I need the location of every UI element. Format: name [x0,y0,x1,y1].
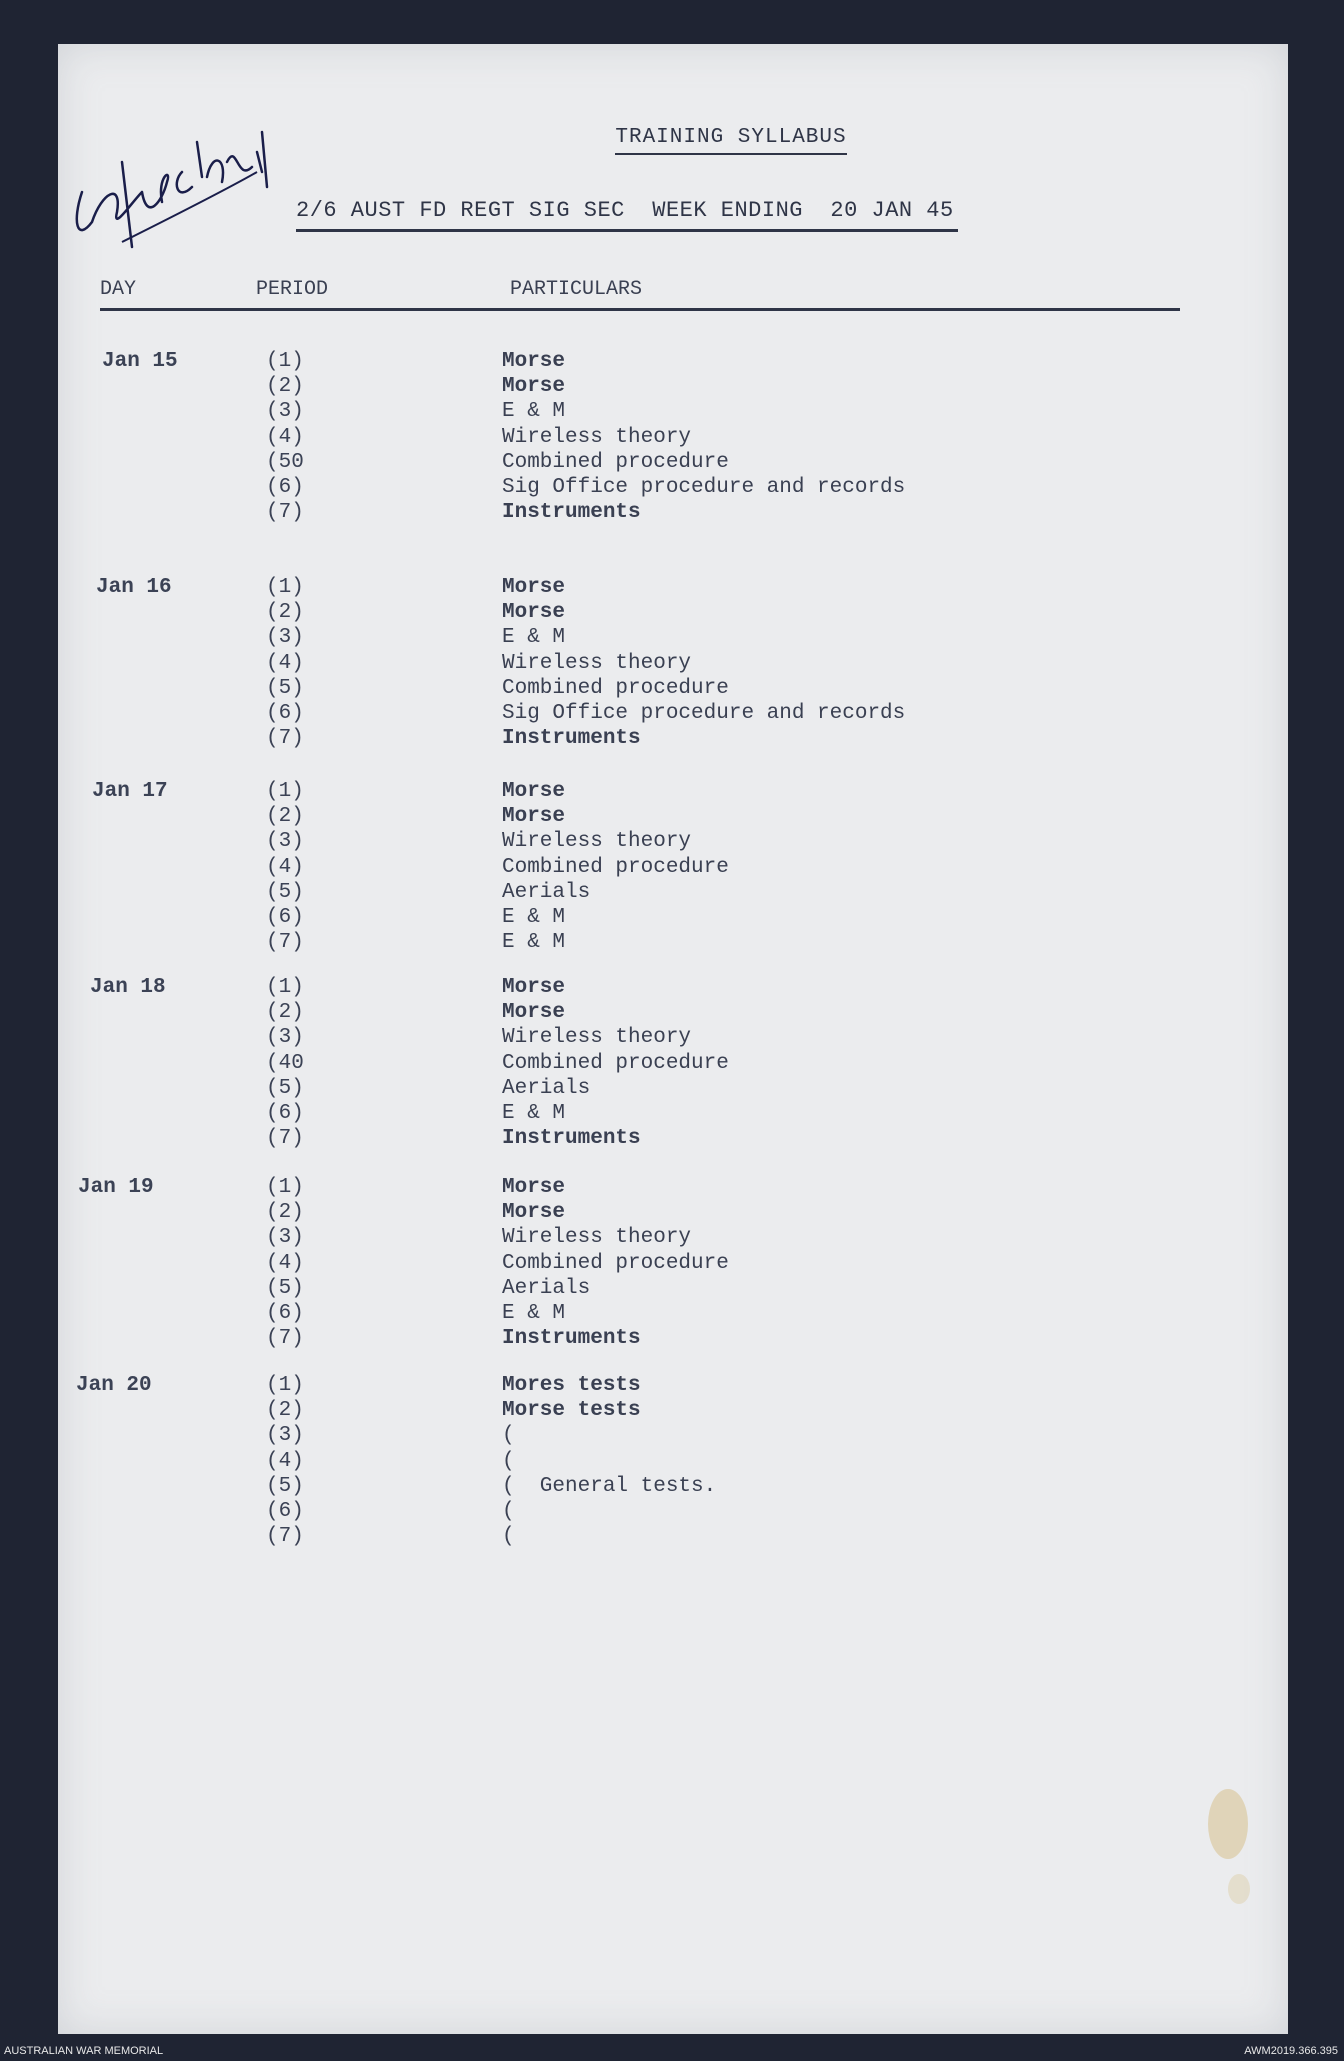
period-number: (7) [266,1127,304,1151]
particular-item: ( [502,1449,515,1473]
particular-item: Instruments [502,501,641,525]
particular-item: Morse [502,1176,566,1199]
period-number: (6) [266,1500,304,1523]
period-number: (3) [266,1226,304,1250]
period-number: (7) [266,1327,304,1351]
period-number: (1) [266,350,304,373]
period-number: (2) [266,1001,304,1025]
period-number: (1) [266,780,304,803]
particular-item: Combined procedure [502,1251,729,1275]
header-day: DAY [100,278,137,301]
footer-credit: AUSTRALIAN WAR MEMORIAL [4,2045,164,2057]
period-number: (7) [266,1525,304,1549]
header-period: PERIOD [256,278,329,301]
particular-item: E & M [502,931,566,955]
day-label: Jan 17 [92,780,168,803]
day-label: Jan 16 [96,576,172,599]
period-number: (2) [266,1399,304,1423]
particular-item: Morse tests [502,1399,641,1423]
period-number: (4) [266,1449,304,1473]
particular-item: Combined procedure [502,1051,729,1075]
day-label: Jan 19 [78,1176,154,1199]
period-number: (6) [266,906,304,929]
particular-item: Aerials [502,1276,591,1300]
period-number: (6) [266,702,304,725]
particular-item: Aerials [502,1076,591,1100]
particular-item: Morse [502,576,566,599]
particular-item: E & M [502,626,566,650]
particular-item: E & M [502,906,566,929]
header-particulars: PARTICULARS [510,278,643,301]
particular-item: Morse [502,780,566,803]
particular-item: Morse [502,350,566,373]
particular-item: ( [502,1424,515,1448]
particular-item: Wireless theory [502,830,692,854]
period-number: (1) [266,976,304,999]
period-number: (2) [266,805,304,829]
document-title: TRAINING SYLLABUS [0,126,1344,149]
period-number: (2) [266,601,304,625]
period-number: (3) [266,1424,304,1448]
particular-item: Morse [502,1001,566,1025]
period-number: (4) [266,1251,304,1275]
particular-item: Sig Office procedure and records [502,702,906,725]
particular-item: Morse [502,375,566,399]
period-number: (1) [266,1374,304,1397]
table-header [100,276,1180,311]
particular-item: Wireless theory [502,425,692,449]
period-number: (4) [266,425,304,449]
particular-item: Morse [502,601,566,625]
particular-item: Wireless theory [502,651,692,675]
period-number: (7) [266,727,304,751]
particular-item: Combined procedure [502,450,729,474]
day-label: Jan 15 [102,350,178,373]
period-number: (5) [266,1276,304,1300]
particular-item: Morse [502,805,566,829]
period-number: (3) [266,1026,304,1050]
period-number: (50 [266,450,304,474]
period-number: (1) [266,576,304,599]
period-number: (4) [266,651,304,675]
period-number: (6) [266,1302,304,1325]
day-label: Jan 20 [76,1374,152,1397]
particular-item: E & M [502,1302,566,1325]
particular-item: Mores tests [502,1374,641,1397]
period-number: (40 [266,1051,304,1075]
particular-item: E & M [502,1102,566,1125]
period-number: (7) [266,931,304,955]
particular-item: Morse [502,1201,566,1225]
particular-item: ( General tests. [502,1474,717,1498]
period-number: (2) [266,1201,304,1225]
particular-item: Wireless theory [502,1026,692,1050]
particular-item: Morse [502,976,566,999]
footer-reference: AWM2019.366.395 [1244,2045,1338,2057]
period-number: (3) [266,626,304,650]
particular-item: Instruments [502,727,641,751]
period-number: (5) [266,1076,304,1100]
particular-item: Combined procedure [502,676,729,700]
particular-item: Combined procedure [502,855,729,879]
period-number: (6) [266,1102,304,1125]
period-number: (6) [266,476,304,499]
period-number: (5) [266,676,304,700]
particular-item: ( [502,1500,515,1523]
period-number: (2) [266,375,304,399]
period-number: (3) [266,830,304,854]
period-number: (7) [266,501,304,525]
particular-item: E & M [502,400,566,424]
particular-item: Aerials [502,880,591,904]
day-label: Jan 18 [90,976,166,999]
signature-icon [62,72,282,262]
period-number: (5) [266,1474,304,1498]
period-number: (5) [266,880,304,904]
particular-item: Instruments [502,1327,641,1351]
particular-item: ( [502,1525,515,1549]
particular-item: Wireless theory [502,1226,692,1250]
period-number: (3) [266,400,304,424]
particular-item: Sig Office procedure and records [502,476,906,499]
period-number: (1) [266,1176,304,1199]
stain [1228,1874,1250,1904]
period-number: (4) [266,855,304,879]
particular-item: Instruments [502,1127,641,1151]
stain [1208,1789,1248,1859]
document-subtitle: 2/6 AUST FD REGT SIG SEC WEEK ENDING 20 JAN 45 [296,198,958,232]
